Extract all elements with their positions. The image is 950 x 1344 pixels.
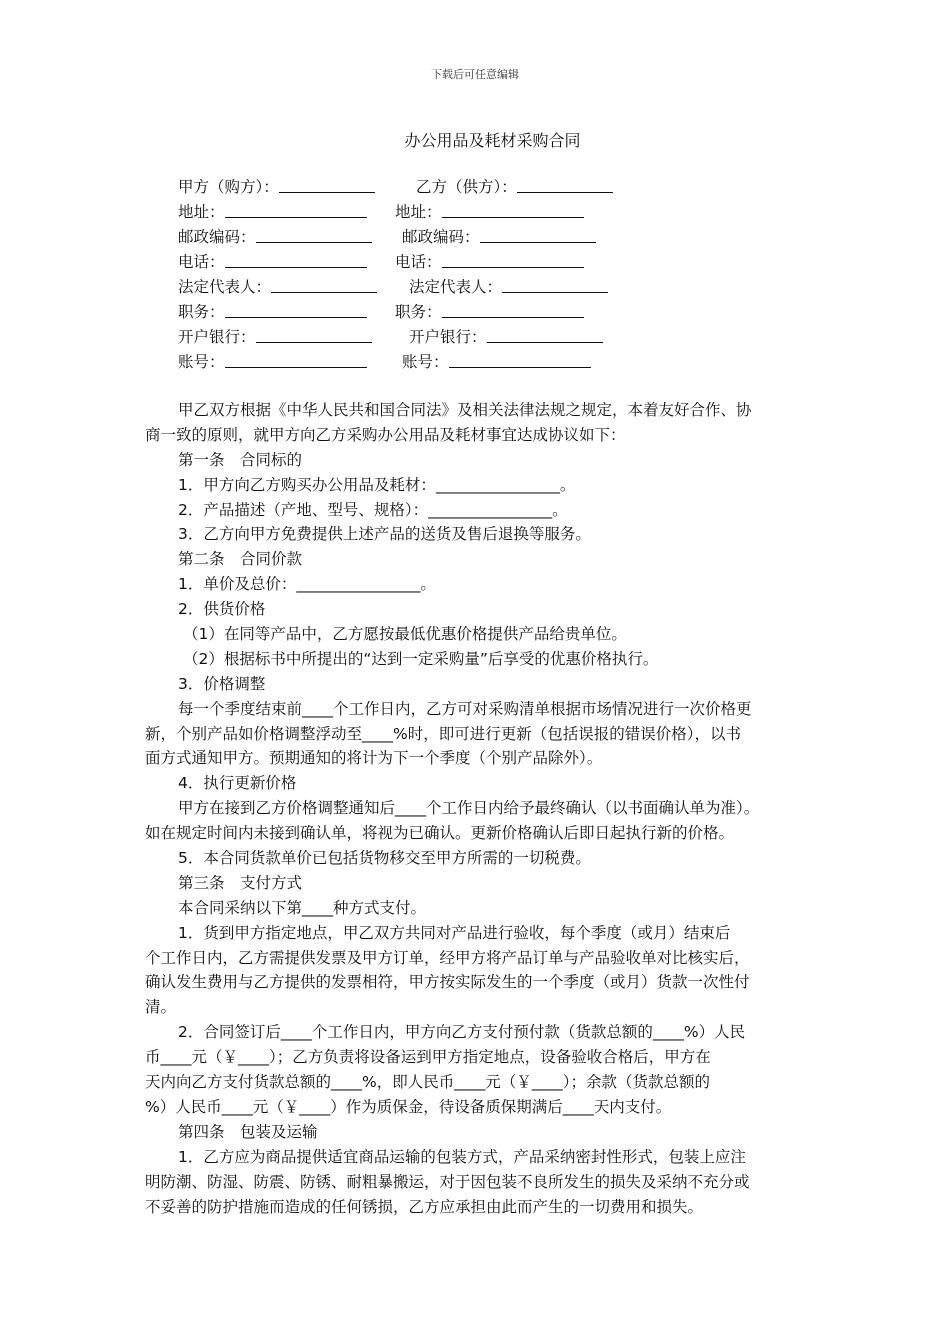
blank-line (442, 251, 584, 268)
party-a-field (178, 350, 367, 375)
blank-line (517, 176, 613, 193)
party-b-field (402, 350, 591, 375)
blank-line (225, 201, 367, 218)
body-line: 第四条 包装及运输 (178, 1122, 318, 1141)
field-label: 邮政编码： (402, 228, 480, 246)
field-label: 职务： (178, 303, 225, 321)
blank-line (271, 276, 377, 293)
blank-line (256, 226, 372, 243)
field-label: 账号： (178, 353, 225, 371)
blank-line (442, 201, 584, 218)
body-line: 每一个季度结束前____个工作日内，乙方可对采购清单根据市场情况进行一次价格更 (178, 699, 752, 718)
field-label: 账号： (402, 353, 449, 371)
body-line: %）人民币____元（￥____）作为质保金，待设备质保期满后____天内支付。 (145, 1097, 672, 1116)
body-line: 1．单价及总价：________________。 (178, 575, 436, 594)
body-line: 2．供货价格 (178, 600, 266, 619)
party-row (178, 325, 738, 350)
body-line: 天内向乙方支付货款总额的____%，即人民币____元（￥____）；余款（货款总额的 (145, 1073, 710, 1092)
blank-line (279, 176, 375, 193)
body-line: 不妥善的防护措施而造成的任何锈损，乙方应承担由此而产生的一切费用和损失。 (145, 1197, 704, 1216)
blank-line (225, 351, 367, 368)
body-line: 确认发生费用与乙方提供的发票相符，甲方按实际发生的一个季度（或月）货款一次性付 (145, 973, 750, 992)
party-row (178, 250, 738, 275)
blank-line (442, 301, 584, 318)
body-line: 币____元（￥____）；乙方负责将设备运到甲方指定地点，设备验收合格后，甲方在 (145, 1048, 711, 1067)
party-b-field (395, 250, 584, 275)
party-a-field (178, 325, 372, 350)
page-header: 下载后可任意编辑 (431, 68, 519, 81)
body-line: 甲方在接到乙方价格调整通知后____个工作日内给予最终确认（以书面确认单为准）。 (178, 799, 760, 818)
body-line: 明防潮、防湿、防震、防锈、耐粗暴搬运，对于因包装不良所发生的损失及采纳不充分或 (145, 1172, 750, 1191)
field-label: 乙方（供方）： (416, 178, 517, 196)
body-line: 商一致的原则，就甲方向乙方采购办公用品及耗材事宜达成协议如下： (145, 425, 626, 444)
body-line: 第三条 支付方式 (178, 873, 303, 892)
field-label: 职务： (395, 303, 442, 321)
party-a-field (178, 250, 367, 275)
party-row (178, 300, 738, 325)
field-label: 开户银行： (409, 328, 487, 346)
party-b-field (416, 175, 613, 200)
body-line: 如在规定时间内未接到确认单，将视为已确认。更新价格确认后即日起执行新的价格。 (145, 824, 735, 843)
party-a-field (178, 275, 377, 300)
party-row (178, 200, 738, 225)
body-line: 本合同采纳以下第____种方式支付。 (178, 898, 427, 917)
blank-line (487, 326, 603, 343)
party-info-block (178, 175, 738, 375)
blank-line (225, 301, 367, 318)
body-line: 个工作日内，乙方需提供发票及甲方订单，经甲方将产品订单与产品验收单对比核实后， (145, 948, 750, 967)
field-label: 开户银行： (178, 328, 256, 346)
party-b-field (409, 325, 603, 350)
party-b-field (402, 225, 596, 250)
party-a-field (178, 200, 367, 225)
party-a-field (178, 300, 367, 325)
party-row (178, 175, 738, 200)
blank-line (225, 251, 367, 268)
body-line: 2．产品描述（产地、型号、规格）：________________。 (178, 500, 568, 519)
body-line: 1．甲方向乙方购买办公用品及耗材：________________。 (178, 475, 576, 494)
field-label: 地址： (178, 203, 225, 221)
field-label: 邮政编码： (178, 228, 256, 246)
body-line: 4．执行更新价格 (178, 774, 297, 793)
party-a-field (178, 225, 372, 250)
body-line: 1．乙方应为商品提供适宜商品运输的包装方式，产品采纳密封性形式，包装上应注 (178, 1147, 746, 1166)
blank-line (256, 326, 372, 343)
body-line: 新，个别产品如价格调整浮动至____%时，即可进行更新（包括误报的错误价格），以书 (145, 724, 741, 743)
party-row (178, 275, 738, 300)
party-b-field (395, 300, 584, 325)
body-line: 甲乙双方根据《中华人民共和国合同法》及相关法律法规之规定，本着友好合作、协 (178, 401, 752, 419)
contract-title: 办公用品及耗材采购合同 (404, 131, 581, 150)
party-b-field (395, 200, 584, 225)
blank-line (480, 226, 596, 243)
blank-line (449, 351, 591, 368)
party-a-field (178, 175, 375, 200)
field-label: 电话： (178, 253, 225, 271)
body-line: （2）根据标书中所提出的“达到一定采购量”后享受的优惠价格执行。 (183, 649, 659, 668)
body-line: 1．货到甲方指定地点，甲乙双方共同对产品进行验收，每个季度（或月）结束后 (178, 923, 731, 942)
body-line: 第二条 合同价款 (178, 550, 303, 569)
body-line: 2．合同签订后____个工作日内，甲方向乙方支付预付款（货款总额的____%）人民 (178, 1023, 746, 1042)
body-line: 面方式通知甲方。预期通知的将计为下一个季度（个别产品除外）。 (145, 749, 603, 768)
body-line: 清。 (145, 998, 177, 1017)
party-b-field (409, 275, 608, 300)
field-label: 地址： (395, 203, 442, 221)
field-label: 法定代表人： (178, 278, 272, 296)
body-line: 3．价格调整 (178, 674, 266, 693)
contract-body (145, 398, 810, 1219)
field-label: 法定代表人： (409, 278, 503, 296)
field-label: 电话： (395, 253, 442, 271)
body-line: 第一条 合同标的 (178, 450, 303, 469)
party-row (178, 350, 738, 375)
field-label: 甲方（购方）： (178, 178, 279, 196)
party-row (178, 225, 738, 250)
blank-line (502, 276, 608, 293)
body-line: 5．本合同货款单价已包括货物移交至甲方所需的一切税费。 (178, 849, 591, 868)
body-line: 3．乙方向甲方免费提供上述产品的送货及售后退换等服务。 (178, 525, 591, 544)
body-line: （1）在同等产品中，乙方愿按最低优惠价格提供产品给贵单位。 (183, 625, 627, 644)
